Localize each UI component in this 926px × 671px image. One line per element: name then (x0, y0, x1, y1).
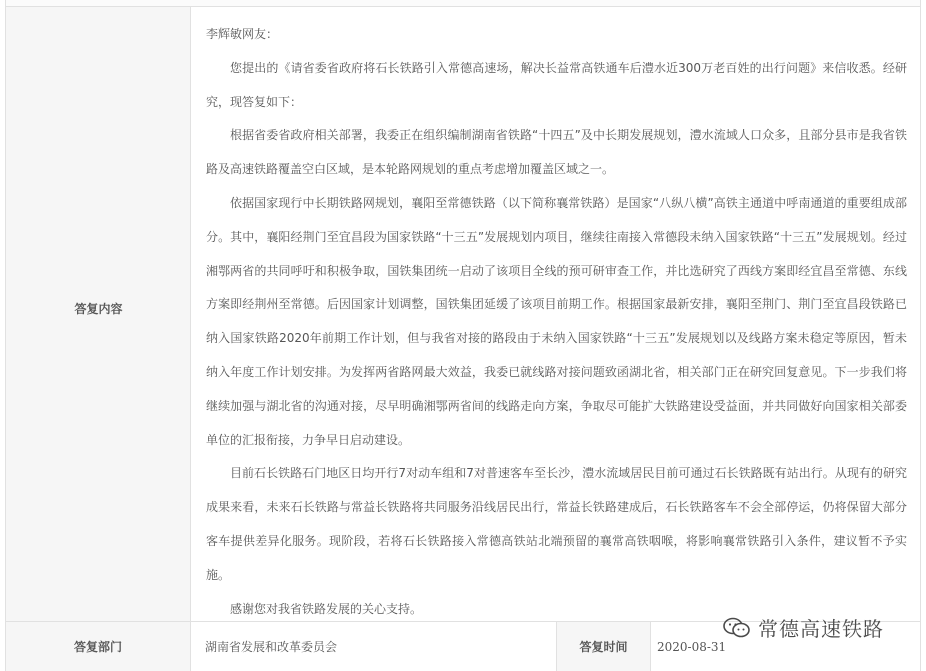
time-label-cell (557, 622, 651, 671)
dept-value: 湖南省发展和改革委员会 (205, 640, 338, 654)
dept-value-cell (191, 622, 557, 671)
watermark-text: 常德高速铁路 (758, 617, 884, 641)
watermark (722, 613, 884, 642)
reply-paragraph-shichang: 目前石长铁路石门地区日均开行7对动车组和7对普速客车至长沙，澧水流域居民目前可通过石长铁路既有站出行。从现有的研究成果来看，未来石长铁路与常益长铁路将共同服务沿线居民出行，常益长铁路建成后，石长铁路客车不会全部停运，仍将保留大部分客车提供差异化服务。现阶段，若将石长铁路接入常德高铁站北端预留的襄常高铁咽喉，将影响襄常铁路引入条件，建议暂不予实施。 (206, 466, 907, 582)
reply-paragraph-intro: 您提出的《请省委省政府将石长铁路引入常德高速场，解决长益常高铁通车后澧水近300万老百姓的出行问题》来信收悉。经研究，现答复如下： (206, 60, 907, 109)
dept-label-cell (6, 622, 191, 671)
time-label: 答复时间 (579, 640, 628, 654)
dept-label: 答复部门 (73, 640, 122, 654)
reply-paragraph-xiangchang: 依据国家现行中长期铁路网规划，襄阳至常德铁路（以下简称襄常铁路）是国家“八纵八横”高铁主通道中呼南通道的重要组成部分。其中，襄阳经荆门至宜昌段为国家铁路“十三五”发展规划内项目，继续往南接入常德段未纳入国家铁路“十三五”发展规划。经过湘鄂两省的共同呼吁和积极争取，国铁集团统一启动了该项目全线的预可研审查工作，并比选研究了西线方案即经宜昌至常德、东线方案即经荆州至常德。后因国家计划调整，国铁集团延缓了该项目前期工作。根据国家最新安排，襄阳至荆门、荆门至宜昌段铁路已纳入国家铁路2020年前期工作计划，但与我省对接的路段由于未纳入国家铁路“十三五”发展规划以及线路方案未稳定等原因，暂未纳入年度工作计划安排。为发挥两省路网最大效益，我委已就线路对接问题致函湖北省，相关部门正在研究回复意见。下一步我们将继续加强与湖北省的沟通对接，尽早明确湘鄂两省间的线路走向方案，争取尽可能扩大铁路建设受益面，并共同做好向国家相关部委单位的汇报衔接，力争早日启动建设。 (206, 195, 907, 447)
wechat-channel-icon (722, 616, 752, 640)
reply-content-label: 答复内容 (74, 302, 123, 316)
reply-label-cell (6, 7, 191, 621)
reply-content-cell (192, 7, 921, 621)
table-top-row (6, 0, 920, 7)
reply-paragraph-thanks: 感谢您对我省铁路发展的关心支持。 (230, 601, 423, 616)
reply-greeting: 李辉敏网友： (206, 27, 279, 41)
time-value: 2020-08-31 (657, 639, 727, 654)
reply-paragraph-plan: 根据省委省政府相关部署，我委正在组织编制湖南省铁路“十四五”及中长期发展规划，澧水流域人口众多，且部分县市是我省铁路及高速铁路覆盖空白区域，是本轮路网规划的重点考虑增加覆盖区域之一。 (206, 128, 907, 177)
reply-table (5, 0, 921, 671)
